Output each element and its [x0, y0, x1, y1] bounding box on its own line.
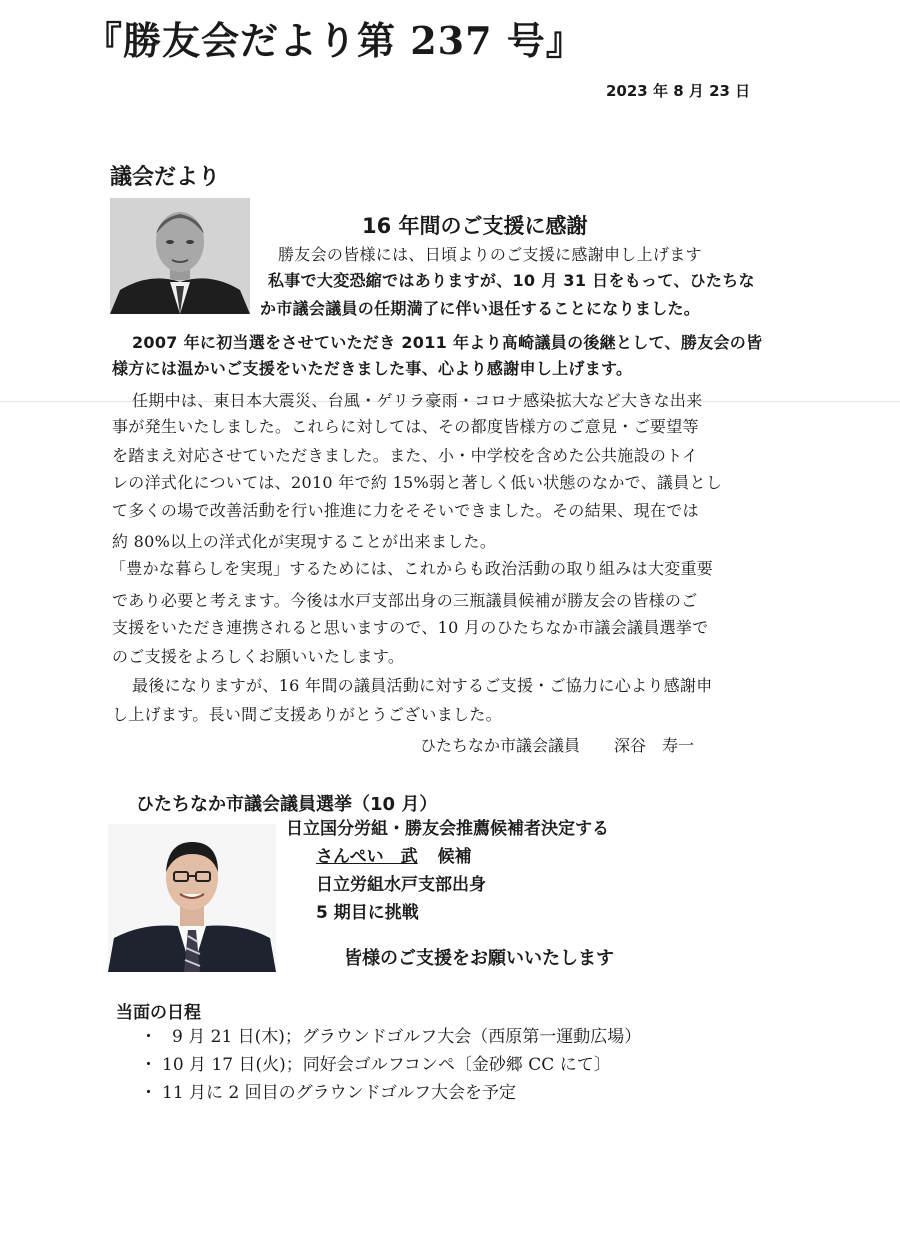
section-heading-schedule: 当面の日程	[116, 1003, 201, 1023]
article-line: て多くの場で改善活動を行い推進に力をそそいできました。その結果、現在では	[112, 501, 699, 520]
article-line: レの洋式化については、2010 年で約 15%弱と著しく低い状態のなかで、議員とし	[112, 473, 723, 492]
signature-title: ひたちなか市議会議員	[420, 736, 581, 755]
article-line: 様方には温かいご支援をいただきました事、心より感謝申し上げます。	[112, 359, 633, 378]
article-line: か市議会議員の任期満了に伴い退任することになりました。	[260, 299, 701, 318]
article-line: 任期中は、東日本大震災、台風・ゲリラ豪雨・コロナ感染拡大など大きな出来	[132, 391, 703, 410]
article-line: 「豊かな暮らしを実現」するためには、これからも政治活動の取り組みは大変重要	[110, 559, 714, 578]
section-heading-election: ひたちなか市議会議員選挙（10 月）	[136, 794, 438, 815]
article-headline: 16 年間のご支援に感謝	[362, 214, 588, 238]
article-line: 約 80%以上の洋式化が実現することが出来ました。	[112, 532, 497, 551]
schedule-item-text: 11 月に 2 回目のグラウンドゴルフ大会を予定	[162, 1083, 516, 1103]
bullet-icon: ・	[140, 1083, 157, 1103]
article-line: 最後になりますが、16 年間の議員活動に対するご支援・ご協力に心より感謝申	[132, 676, 713, 695]
issue-date: 2023 年 8 月 23 日	[606, 82, 751, 100]
schedule-item	[140, 1022, 641, 1047]
councillor-portrait-photo	[110, 198, 250, 314]
article-line: 事が発生いたしました。これらに対しては、その都度皆様方のご意見・ご要望等	[112, 417, 699, 436]
article-line: のご支援をよろしくお願いいたします。	[112, 647, 405, 666]
bullet-icon: ・	[140, 1027, 157, 1047]
article-line: 2007 年に初当選をさせていただき 2011 年より髙崎議員の後継として、勝友会の皆	[132, 333, 763, 352]
support-request: 皆様のご支援をお願いいたします	[344, 948, 614, 969]
candidate-endorsement: 日立国分労組・勝友会推薦候補者決定する	[286, 819, 609, 839]
signature	[420, 733, 694, 756]
candidate-portrait-photo	[108, 824, 276, 972]
schedule-item-text: 10 月 17 日(火)；同好会ゴルフコンペ〔金砂郷 CC にて〕	[162, 1055, 611, 1075]
article-line: を踏まえ対応させていただきました。また、小・中学校を含めた公共施設のトイ	[112, 446, 699, 465]
candidate-origin: 日立労組水戸支部出身	[316, 875, 486, 895]
signature-name: 深谷 寿一	[614, 736, 695, 755]
article-line: であり必要と考えます。今後は水戸支部出身の三瓶議員候補が勝友会の皆様のご	[112, 591, 698, 610]
schedule-item	[140, 1078, 516, 1103]
candidate-name: さんぺい 武	[316, 847, 418, 867]
article-line: 私事で大変恐縮ではありますが、10 月 31 日をもって、ひたちな	[268, 271, 755, 290]
section-heading-council: 議会だより	[110, 165, 221, 190]
article-line: 支援をいただき連携されると思いますので、10 月のひたちなか市議会議員選挙で	[112, 618, 709, 637]
newsletter-title: 『勝友会だより第 237 号』	[84, 18, 585, 63]
candidate-suffix: 候補	[437, 847, 472, 867]
schedule-item	[140, 1050, 611, 1075]
candidate-name-line	[316, 842, 472, 867]
schedule-item-text: 9 月 21 日(木)；グラウンドゴルフ大会（西原第一運動広場）	[172, 1027, 642, 1047]
article-line: 勝友会の皆様には、日頃よりのご支援に感謝申し上げます	[278, 245, 702, 264]
bullet-icon: ・	[140, 1055, 157, 1075]
article-line: し上げます。長い間ご支援ありがとうございました。	[112, 705, 502, 724]
candidate-term: 5 期目に挑戦	[316, 903, 419, 923]
